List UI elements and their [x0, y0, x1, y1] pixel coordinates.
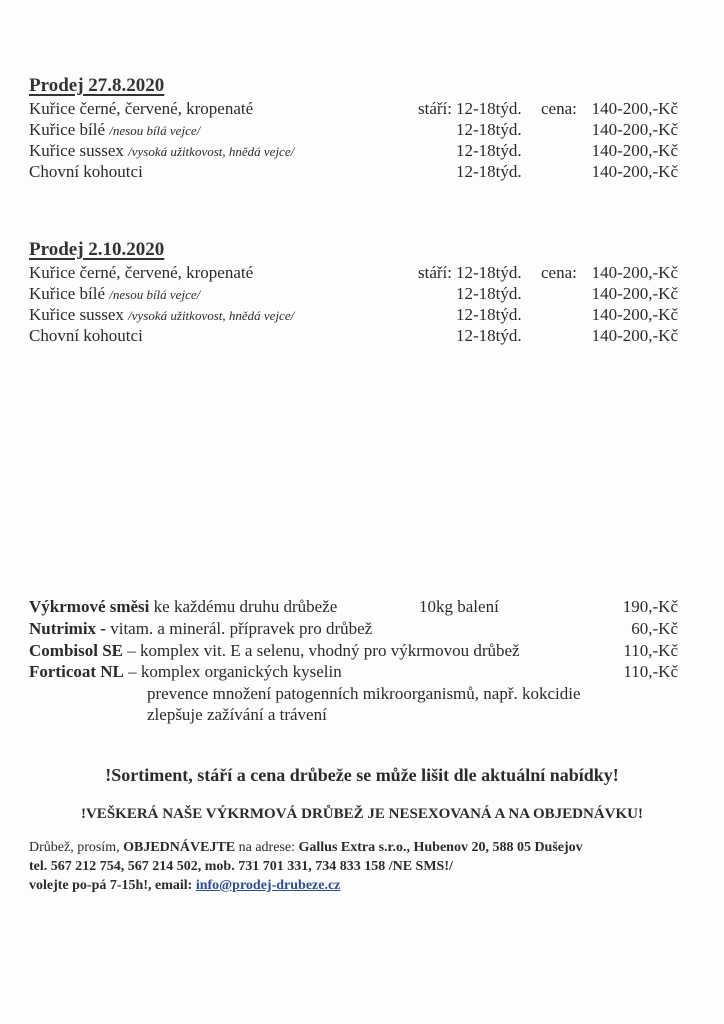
- contact-emphasis: OBJEDNÁVEJTE: [123, 840, 236, 855]
- sale-item-name: [29, 283, 200, 305]
- item-name: Chovní kohoutci: [29, 162, 143, 181]
- contact-address: [29, 838, 583, 857]
- product-name: Nutrimix -: [29, 619, 106, 638]
- item-note: /vysoká užitkovost, hnědá vejce/: [128, 144, 295, 159]
- item-age: 12-18týd.: [456, 326, 522, 345]
- sale-heading-2: Prodej 2.10.2020: [29, 239, 165, 260]
- sale-item-name: [29, 140, 294, 162]
- product-price: 110,-Kč: [623, 662, 678, 681]
- contact-phones: tel. 567 212 754, 567 214 502, mob. 731 701 331, 734 833 158 /NE SMS!/: [29, 859, 453, 874]
- product-name: Forticoat NL: [29, 662, 124, 681]
- product-detail: prevence množení patogenních mikroorganismů, např. kokcidie: [147, 684, 581, 703]
- item-age: 12-18týd.: [456, 141, 522, 160]
- product-desc: vitam. a minerál. přípravek pro drůbež: [105, 619, 373, 638]
- product-detail: zlepšuje zažívání a trávení: [147, 705, 327, 724]
- contact-hours: [29, 876, 340, 895]
- sale-item-name: [29, 325, 143, 346]
- item-price: 140-200,-Kč: [591, 305, 678, 324]
- item-price: 140-200,-Kč: [591, 141, 678, 160]
- item-age: 12-18týd.: [456, 120, 522, 139]
- product-desc: ke každému druhu drůbeže: [149, 597, 338, 616]
- item-note: /nesou bílá vejce/: [109, 287, 201, 302]
- product-desc: – komplex vit. E a selenu, vhodný pro výkrmovou drůbež: [123, 641, 520, 660]
- item-price: 140-200,-Kč: [591, 326, 678, 345]
- product-price: 60,-Kč: [631, 619, 678, 638]
- price-label: cena:: [541, 263, 577, 282]
- contact-hours-text: volejte po-pá 7-15h!, email:: [29, 878, 196, 893]
- sale-item-name: [29, 98, 253, 119]
- product-price: 190,-Kč: [622, 597, 678, 616]
- product-desc: – komplex organických kyselin: [123, 662, 342, 681]
- item-name: Chovní kohoutci: [29, 326, 143, 345]
- item-name: Kuřice sussex: [29, 305, 124, 324]
- item-age: 12-18týd.: [456, 263, 522, 282]
- item-name: Kuřice bílé: [29, 120, 105, 139]
- item-name: Kuřice černé, červené, kropenaté: [29, 263, 254, 282]
- sale-item-name: [29, 161, 143, 182]
- item-name: Kuřice černé, červené, kropenaté: [29, 99, 254, 118]
- product-row: [29, 661, 342, 683]
- product-name: Výkrmové směsi: [29, 597, 150, 616]
- age-label: stáří:: [418, 263, 452, 282]
- price-label: cena:: [541, 99, 577, 118]
- product-row: [29, 596, 337, 618]
- contact-text: Drůbež, prosím,: [29, 840, 124, 855]
- item-age: 12-18týd.: [456, 284, 522, 303]
- item-name: Kuřice bílé: [29, 284, 105, 303]
- sale-item-name: [29, 304, 294, 326]
- item-price: 140-200,-Kč: [591, 263, 678, 282]
- product-row: [29, 618, 372, 640]
- contact-text: na adrese:: [235, 840, 299, 855]
- item-age: 12-18týd.: [456, 99, 522, 118]
- item-name: Kuřice sussex: [29, 141, 124, 160]
- product-row: [29, 640, 520, 662]
- item-price: 140-200,-Kč: [591, 162, 678, 181]
- assortment-notice: !Sortiment, stáří a cena drůbeže se může lišit dle aktuální nabídky!: [105, 765, 619, 785]
- sale-item-name: [29, 119, 200, 141]
- sale-heading-1: Prodej 27.8.2020: [29, 75, 165, 96]
- age-label: stáří:: [418, 99, 452, 118]
- sale-item-name: [29, 262, 253, 283]
- item-price: 140-200,-Kč: [591, 120, 678, 139]
- item-age: 12-18týd.: [456, 162, 522, 181]
- item-note: /nesou bílá vejce/: [109, 123, 201, 138]
- order-notice: !VEŠKERÁ NAŠE VÝKRMOVÁ DRŮBEŽ JE NESEXOVANÁ A NA OBJEDNÁVKU!: [80, 806, 644, 822]
- email-link[interactable]: info@prodej-drubeze.cz: [195, 878, 341, 893]
- item-age: 12-18týd.: [456, 305, 522, 324]
- company-address: Gallus Extra s.r.o., Hubenov 20, 588 05 Dušejov: [298, 840, 583, 855]
- item-note: /vysoká užitkovost, hnědá vejce/: [128, 308, 295, 323]
- product-name: Combisol SE: [29, 641, 123, 660]
- item-price: 140-200,-Kč: [591, 284, 678, 303]
- product-pack: 10kg balení: [419, 597, 499, 616]
- product-price: 110,-Kč: [623, 641, 678, 660]
- item-price: 140-200,-Kč: [591, 99, 678, 118]
